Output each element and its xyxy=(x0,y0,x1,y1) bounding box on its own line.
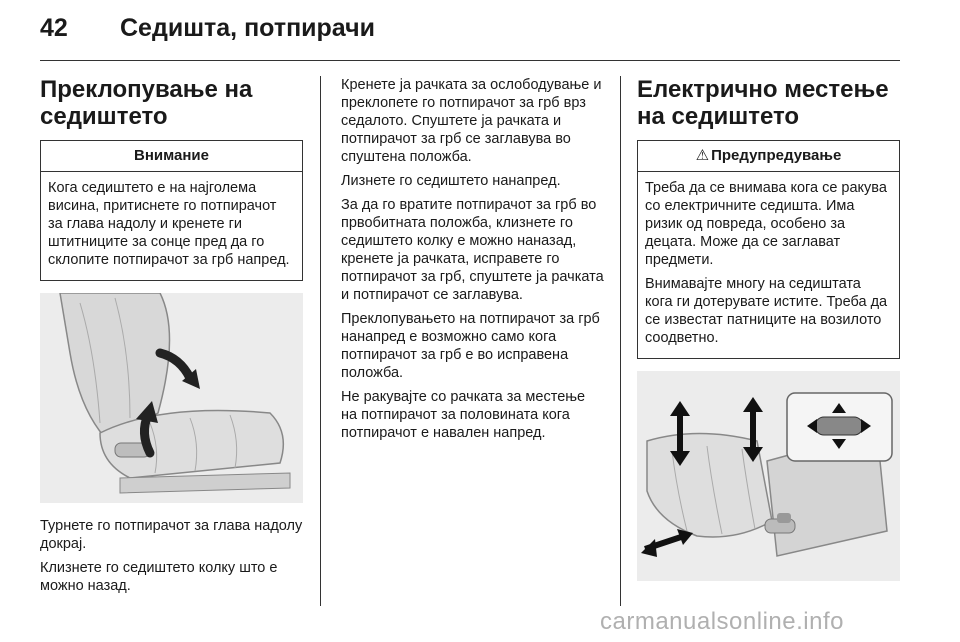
warning-box xyxy=(637,140,900,359)
paragraph: Клизнете го седиштето колку што е можно назад. xyxy=(40,560,278,594)
column-3 xyxy=(637,76,900,581)
running-head: Седишта, потпирачи xyxy=(120,14,375,42)
watermark: carmanualsonline.info xyxy=(600,608,844,635)
warning-text: Треба да се внимава кога се ракува со електричните седишта. Има ризик од повреда, особено за децата. Може да се заглават предмети. xyxy=(645,180,887,268)
column-divider xyxy=(320,76,321,606)
warning-title: Предупредување xyxy=(711,147,842,164)
seat-fold-drawing xyxy=(40,293,303,503)
caution-box xyxy=(40,140,303,281)
paragraph: Турнете го потпирачот за глава надолу докрај. xyxy=(40,518,303,552)
paragraph: Кренете ја рачката за ослободување и преклопете го потпирачот за грб врз седалото. Спуштете ја рачката и потпирачот за грб се заглавува во спуштена положба. xyxy=(341,77,602,165)
power-seat-illustration xyxy=(637,371,900,581)
seat-fold-illustration xyxy=(40,293,303,503)
warning-triangle-icon: ⚠ xyxy=(695,147,710,164)
section-title-power-seat: Електрично местење на седиштето xyxy=(637,76,889,130)
paragraph: Не ракувајте со рачката за местење на потпирачот за половината кога потпирачот е навален напред. xyxy=(341,389,586,441)
section-title-folding: Преклопување на седиштето xyxy=(40,76,253,130)
column-1 xyxy=(40,76,303,601)
paragraph: За да го вратите потпирачот за грб во првобитната положба, клизнете го седиштето колку е можно наназад, кренете ја рачката, исправете го потпирачот за грб, спуштете ја рачката и потпирачот се заглавува. xyxy=(341,197,604,303)
column-2 xyxy=(341,76,604,448)
warning-title-row xyxy=(638,141,899,172)
page-number: 42 xyxy=(40,14,68,42)
paragraph: Преклопувањето на потпирачот за грб нанапред е возможно само кога потпирачот за грб е во исправена положба. xyxy=(341,311,600,381)
paragraph: Лизнете го седиштето нанапред. xyxy=(341,173,561,189)
warning-text: Внимавајте многу на седиштата кога ги дотерувате истите. Треба да се известат патниците на возилото соодветно. xyxy=(645,276,888,346)
column-divider xyxy=(620,76,621,606)
power-seat-drawing xyxy=(637,371,900,581)
caution-text: Кога седиштето е на најголема висина, притиснете го потпирачот за глава надолу и кренете ги штитниците за сонце пред да го склопите потпирачот за грб напред. xyxy=(48,180,290,268)
caution-title: Внимание xyxy=(41,141,302,172)
header-rule xyxy=(40,60,900,61)
